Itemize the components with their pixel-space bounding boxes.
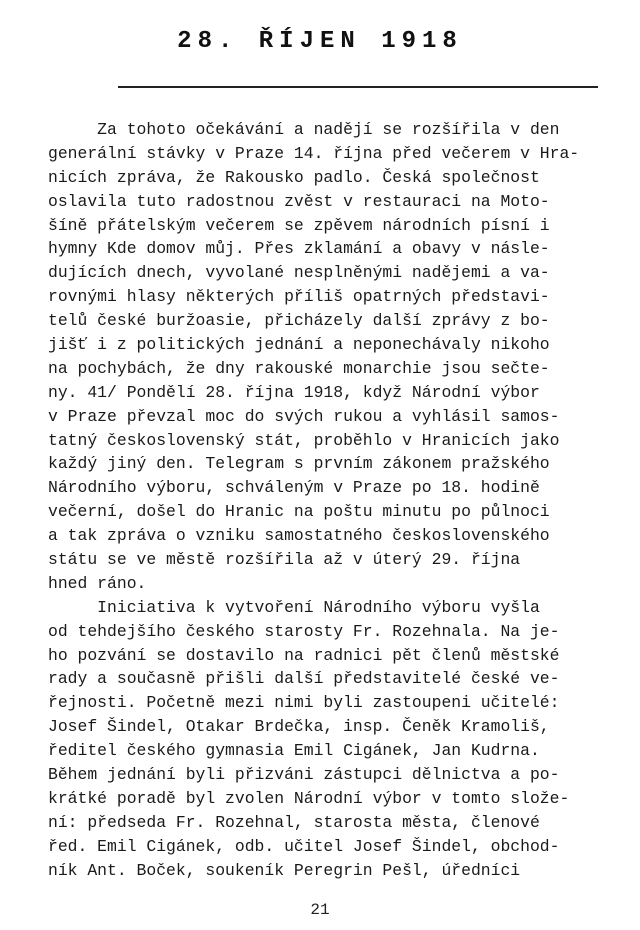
text-line: ho pozvání se dostavilo na radnici pět členů městské [48, 645, 560, 665]
text-line: každý jiný den. Telegram s prvním zákonem pražského [48, 454, 550, 474]
page-heading: 28. ŘÍJEN 1918 [177, 28, 463, 55]
text-line: ní: předseda Fr. Rozehnal, starosta města, členové [48, 812, 540, 832]
text-line: ny. 41/ Pondělí 28. října 1918, když Národní výbor [48, 382, 540, 402]
text-line: od tehdejšího českého starosty Fr. Rozehnala. Na je- [48, 621, 560, 641]
text-line: generální stávky v Praze 14. října před večerem v Hra- [48, 143, 580, 163]
page-number: 21 [310, 901, 330, 919]
text-line: rovnými hlasy některých příliš opatrných představi- [48, 287, 550, 307]
heading-rule [118, 86, 598, 88]
text-line: Iniciativa k vytvoření Národního výboru vyšla [48, 597, 540, 617]
text-line: tatný československý stát, proběhlo v Hranicích jako [48, 430, 560, 450]
body-text [48, 118, 638, 883]
text-line: nicích zpráva, že Rakousko padlo. Česká společnost [48, 167, 540, 187]
text-line: dujících dnech, vyvolané nesplněnými nadějemi a va- [48, 263, 550, 283]
text-line: oslavila tuto radostnou zvěst v restauraci na Moto- [48, 191, 550, 211]
text-line: hymny Kde domov můj. Přes zklamání a obavy v násle- [48, 239, 550, 259]
text-line: řed. Emil Cigánek, odb. učitel Josef Šindel, obchod- [48, 836, 560, 856]
text-line: rady a současně přišli další představitelé české ve- [48, 669, 560, 689]
text-line: Během jednání byli přizváni zástupci dělnictva a po- [48, 765, 560, 785]
text-line: hned ráno. [48, 573, 147, 593]
text-line: řejnosti. Početně mezi nimi byli zastoupeni učitelé: [48, 693, 560, 713]
text-line: večerní, došel do Hranic na poštu minutu po půlnoci [48, 502, 550, 522]
text-line: ník Ant. Boček, soukeník Peregrin Pešl, úředníci [48, 860, 521, 880]
text-line: státu se ve městě rozšířila až v úterý 29. října [48, 550, 521, 570]
text-line: Za tohoto očekávání a nadějí se rozšířila v den [48, 120, 560, 139]
text-line: krátké poradě byl zvolen Národní výbor v tomto slože- [48, 788, 570, 808]
text-line: na pochybách, že dny rakouské monarchie jsou sečte- [48, 358, 550, 378]
text-line: telů české buržoasie, přicházely další zprávy z bo- [48, 311, 550, 331]
text-line: šíně přátelským večerem se zpěvem národních písní i [48, 215, 550, 235]
text-line: a tak zpráva o vzniku samostatného československého [48, 526, 550, 546]
text-line: jišť i z politických jednání a neponechávaly nikoho [48, 335, 550, 355]
text-line: Národního výboru, schváleným v Praze po 18. hodině [48, 478, 540, 498]
text-line: ředitel českého gymnasia Emil Cigánek, Jan Kudrna. [48, 741, 540, 761]
text-line: v Praze převzal moc do svých rukou a vyhlásil samos- [48, 406, 560, 426]
text-line: Josef Šindel, Otakar Brdečka, insp. Čeněk Kramoliš, [48, 717, 550, 737]
